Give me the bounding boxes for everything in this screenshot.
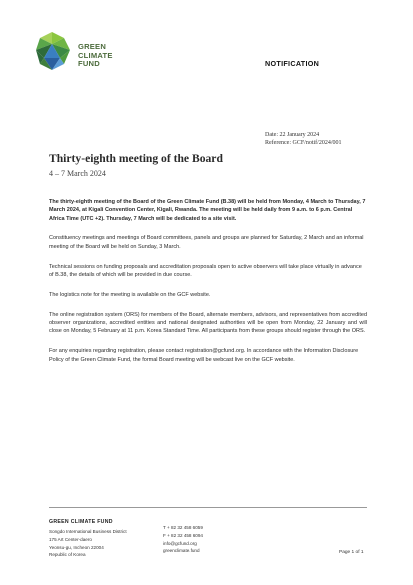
notification-label: NOTIFICATION bbox=[265, 59, 320, 68]
document-date: Date: 22 January 2024 bbox=[265, 132, 320, 138]
gcf-logo-wordmark: GREEN CLIMATE FUND bbox=[78, 42, 113, 69]
paragraph-technical-sessions: Technical sessions on funding proposals and accreditation proposals open to active observers will take place virtually in advance of B.38, the details of which will be provided in due course. bbox=[49, 263, 362, 278]
footer-divider bbox=[49, 507, 367, 508]
footer-organization: GREEN CLIMATE FUND bbox=[49, 519, 113, 525]
gcf-logo bbox=[30, 30, 130, 100]
footer-contact: T + 82 32 458 6059 F + 82 32 458 6094 info@gcfund.org greenclimate.fund bbox=[163, 525, 203, 554]
paragraph-constituency: Constituency meetings and meetings of Board committees, panels and groups are planned for Saturday, 2 March and an informal meeting of the Board will be held on Sunday, 3 March. bbox=[49, 235, 364, 250]
notification-body bbox=[49, 198, 367, 375]
document-reference: Reference: GCF/notif/2024/001 bbox=[265, 140, 342, 147]
footer-address: Songdo International Business District 175 Art Center-daero Yeonsu-gu, Incheon 22004 Republic of Korea bbox=[49, 529, 127, 558]
paragraph-registration: The online registration system (ORS) for members of the Board, alternate members, advisors, and representatives from accredited observer organizations, accredited entities and national designated authorities will be open from Monday, 22 January and will close on Monday, 5 February at 11 p.m. Korea Standard Time. All participants from these groups should register through the ORS. bbox=[49, 311, 367, 335]
meeting-dates: 4 – 7 March 2024 bbox=[49, 169, 106, 178]
document-meta bbox=[265, 131, 342, 148]
paragraph-enquiries: For any enquiries regarding registration, please contact registration@gcfund.org. In accordance with the Information Disclosure Policy of the Green Climate Fund, the formal Board meeting will be webcast live on the GCF website. bbox=[49, 348, 359, 363]
page-title: Thirty-eighth meeting of the Board bbox=[49, 152, 223, 165]
page-number: Page 1 of 1 bbox=[339, 550, 364, 555]
paragraph-intro: The thirty-eighth meeting of the Board of the Green Climate Fund (B.38) will be held from Monday, 4 March to Thursday, 7 March 2024, at Kigali Convention Center, Kigali, Rwanda. The meeting will be held daily from 9 a.m. to 6 p.m. Central Africa Time (UTC +2). Thursday, 7 March will be dedicated to a site visit. bbox=[49, 199, 366, 222]
gcf-globe-icon bbox=[30, 30, 74, 74]
paragraph-logistics: The logistics note for the meeting is available on the GCF website. bbox=[49, 291, 211, 298]
